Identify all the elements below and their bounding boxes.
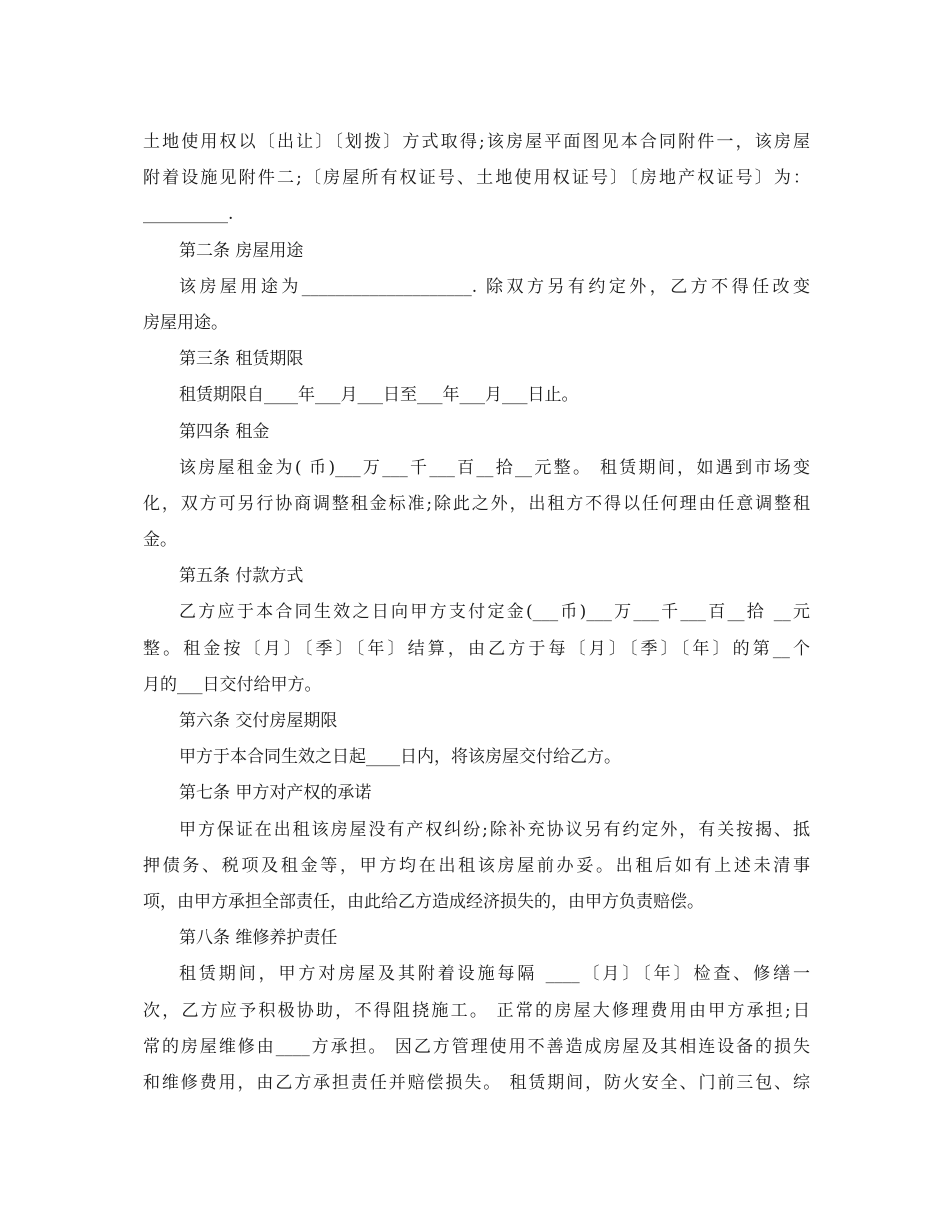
clause-heading: 第八条 维修养护责任 bbox=[179, 928, 338, 949]
text-line: 租赁期间，甲方对房屋及其附着设施每隔 ____〔月〕〔年〕检查、修缮一 bbox=[179, 964, 810, 985]
text-line: 附着设施见附件二;〔房屋所有权证号、土地使用权证号〕〔房地产权证号〕为： bbox=[143, 168, 810, 189]
text-line: 和维修费用，由乙方承担责任并赔偿损失。 租赁期间，防火安全、门前三包、综 bbox=[143, 1072, 810, 1093]
text-line: 土地使用权以〔出让〕〔划拨〕方式取得;该房屋平面图见本合同附件一，该房屋 bbox=[143, 132, 810, 152]
text-line: 项，由甲方承担全部责任，由此给乙方造成经济损失的，由甲方负责赔偿。 bbox=[143, 891, 704, 912]
clause-heading: 第五条 付款方式 bbox=[179, 566, 304, 587]
clause-heading: 第七条 甲方对产权的承诺 bbox=[179, 783, 372, 804]
clause-heading: 第六条 交付房屋期限 bbox=[179, 711, 338, 731]
text-line: 甲方于本合同生效之日起____日内，将该房屋交付给乙方。 bbox=[179, 747, 621, 768]
text-line: 化，双方可另行协商调整租金标准;除此之外，出租方不得以任何理由任意调整租 bbox=[143, 493, 810, 514]
text-line: 该房屋用途为____________________. 除双方另有约定外，乙方不得任改变 bbox=[179, 276, 810, 297]
clause-heading: 第二条 房屋用途 bbox=[179, 240, 304, 261]
text-line: 常的房屋维修由____方承担。 因乙方管理使用不善造成房屋及其相连设备的损失 bbox=[143, 1036, 810, 1057]
document-page bbox=[143, 124, 810, 1101]
text-line: 乙方应于本合同生效之日向甲方支付定金(___币)___万___千___百__拾 __元 bbox=[179, 602, 810, 623]
text-line: 甲方保证在出租该房屋没有产权纠纷;除补充协议另有约定外，有关按揭、抵 bbox=[179, 819, 810, 840]
text-line: 次，乙方应予积极协助，不得阻挠施工。 正常的房屋大修理费用由甲方承担;日 bbox=[143, 1000, 810, 1021]
text-line: 租赁期限自____年___月___日至___年___月___日止。 bbox=[179, 385, 579, 406]
text-line: 整。租金按〔月〕〔季〕〔年〕结算，由乙方于每〔月〕〔季〕〔年〕的第__个 bbox=[143, 638, 810, 659]
clause-heading: 第四条 租金 bbox=[179, 421, 270, 442]
text-line: 房屋用途。 bbox=[143, 312, 228, 333]
text-line: 月的___日交付给甲方。 bbox=[143, 674, 322, 695]
text-line: __________. bbox=[143, 204, 234, 225]
text-line: 该房屋租金为( 币)___万___千___百__拾__元整。 租赁期间，如遇到市场变 bbox=[179, 457, 810, 478]
text-line: 押债务、税项及租金等，甲方均在出租该房屋前办妥。出租后如有上述未清事 bbox=[143, 855, 810, 876]
clause-heading: 第三条 租赁期限 bbox=[179, 349, 304, 370]
text-line: 金。 bbox=[143, 530, 177, 551]
